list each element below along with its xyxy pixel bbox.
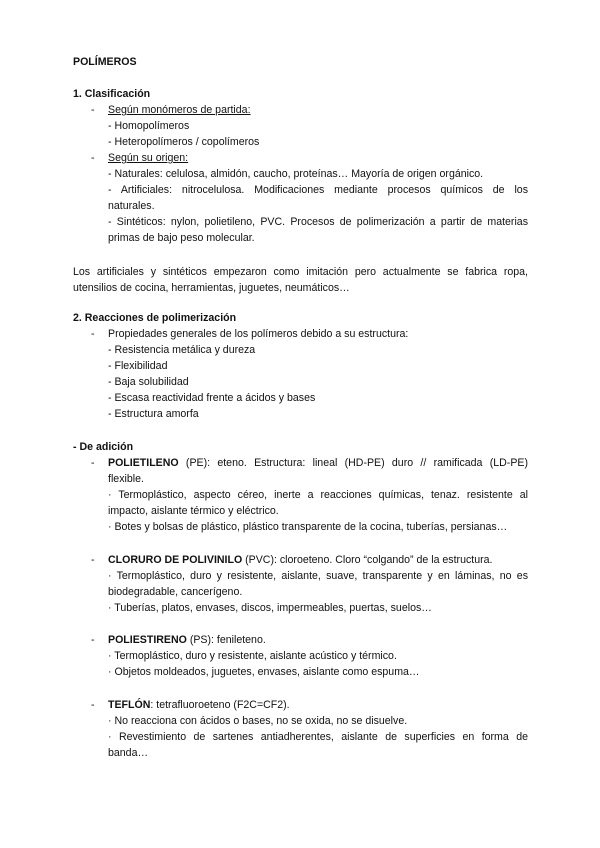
paragraph-line: Los artificiales y sintéticos empezaron como imitación pero actualmente se fabrica ropa, (73, 266, 528, 278)
list-item-artificiales-cont: naturales. (108, 200, 155, 212)
bullet-dash: - (91, 457, 95, 469)
poliestireno-line: · Objetos moldeados, juguetes, envases, aislante como espuma… (108, 666, 420, 678)
adicion-heading: - De adición (73, 441, 134, 453)
teflon-line: · Revestimiento de sartenes antiadherentes, aislante de superficies en forma de (108, 731, 528, 743)
polietileno-line: POLIETILENO (PE): eteno. Estructura: lineal (HD-PE) duro // ramificada (LD-PE) (108, 457, 528, 469)
poliestireno-line: POLIESTIRENO (PS): fenileteno. (108, 634, 266, 646)
list-item-heteropolimeros: - Heteropolímeros / copolímeros (108, 136, 260, 148)
subheading-origen: Según su origen: (108, 152, 189, 164)
bullet-dash: - (91, 152, 95, 164)
list-item-sinteticos-cont: primas de bajo peso molecular. (108, 232, 255, 244)
polietileno-line: · Botes y bolsas de plástico, plástico transparente de la cocina, tuberías, persianas… (108, 521, 508, 533)
pvc-line: biodegradable, cancerígeno. (108, 586, 243, 598)
property-item: - Resistencia metálica y dureza (108, 344, 256, 356)
property-item: - Estructura amorfa (108, 408, 199, 420)
doc-title: POLÍMEROS (73, 56, 137, 68)
subheading-monomeros: Según monómeros de partida: (108, 104, 251, 116)
polymer-name: POLIESTIRENO (108, 634, 187, 646)
property-item: - Flexibilidad (108, 360, 168, 372)
teflon-line: banda… (108, 747, 149, 759)
list-item-naturales: - Naturales: celulosa, almidón, caucho, proteínas… Mayoría de origen orgánico. (108, 168, 484, 180)
section-1-heading: 1. Clasificación (73, 88, 151, 100)
polietileno-line: impacto, aislante térmico y eléctrico. (108, 505, 279, 517)
poliestireno-line: · Termoplástico, duro y resistente, aislante acústico y térmico. (108, 650, 397, 662)
teflon-line: · No reacciona con ácidos o bases, no se oxida, no se disuelve. (108, 715, 408, 727)
property-item: - Baja solubilidad (108, 376, 189, 388)
section-2-heading: 2. Reacciones de polimerización (73, 312, 237, 324)
list-item-homopolimeros: - Homopolímeros (108, 120, 190, 132)
teflon-line: TEFLÓN: tetrafluoroeteno (F2C=CF2). (108, 699, 290, 711)
polietileno-line: flexible. (108, 473, 144, 485)
pvc-line: CLORURO DE POLIVINILO (PVC): cloroeteno. Cloro “colgando” de la estructura. (108, 554, 493, 566)
pvc-line: · Tuberías, platos, envases, discos, impermeables, puertas, suelos… (108, 602, 432, 614)
polymer-name: CLORURO DE POLIVINILO (108, 554, 243, 566)
bullet-dash: - (91, 699, 95, 711)
paragraph-line: utensilios de cocina, herramientas, juguetes, neumáticos… (73, 282, 350, 294)
list-item-artificiales: - Artificiales: nitrocelulosa. Modificaciones mediante procesos químicos de los (108, 184, 528, 196)
polymer-name: POLIETILENO (108, 457, 179, 469)
list-item-sinteticos: - Sintéticos: nylon, polietileno, PVC. Procesos de polimerización a partir de materias (108, 216, 528, 228)
bullet-dash: - (91, 328, 95, 340)
polymer-name: TEFLÓN (108, 699, 151, 711)
bullet-dash: - (91, 554, 95, 566)
polietileno-line: · Termoplástico, aspecto céreo, inerte a reacciones químicas, tenaz. resistente al (108, 489, 528, 501)
property-item: - Escasa reactividad frente a ácidos y bases (108, 392, 316, 404)
pvc-line: · Termoplástico, duro y resistente, aislante, suave, transparente y en láminas, no es (108, 570, 528, 582)
properties-intro: Propiedades generales de los polímeros debido a su estructura: (108, 328, 409, 340)
bullet-dash: - (91, 634, 95, 646)
bullet-dash: - (91, 104, 95, 116)
